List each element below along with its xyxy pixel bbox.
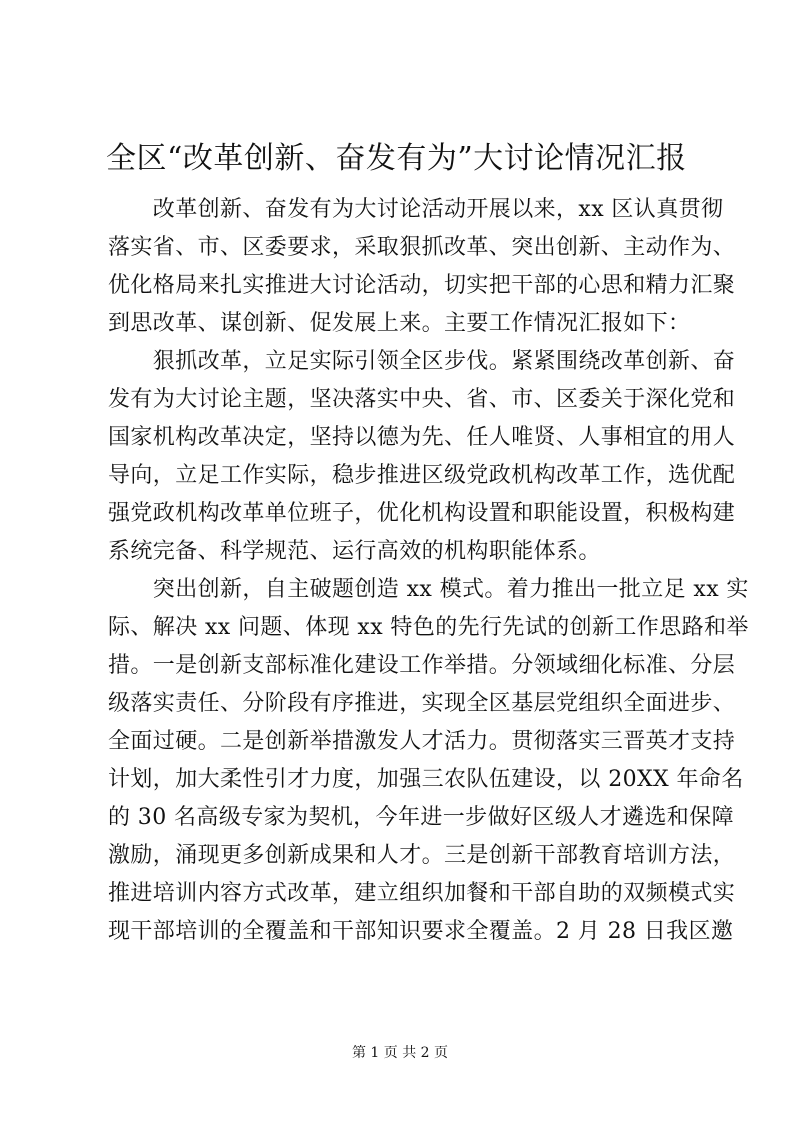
body-line: 推进培训内容方式改革，建立组织加餐和干部自助的双频模式实 xyxy=(108,881,736,906)
body-line: 计划，加大柔性引才力度，加强三农队伍建设，以 20XX 年命名 xyxy=(108,767,744,792)
body-line: 全面过硬。二是创新举措激发人才活力。贯彻落实三晋英才支持 xyxy=(108,729,736,754)
page-number-footer: 第 1 页 共 2 页 xyxy=(351,1045,449,1061)
body-line: 到思改革、谋创新、促发展上来。主要工作情况汇报如下： xyxy=(108,311,691,336)
body-line: 优化格局来扎实推进大讨论活动，切实把干部的心思和精力汇聚 xyxy=(108,273,736,298)
body-line: 级落实责任、分阶段有序推进，实现全区基层党组织全面进步、 xyxy=(108,691,736,716)
body-line: 激励，涌现更多创新成果和人才。三是创新干部教育培训方法， xyxy=(108,843,736,868)
body-line: 的 30 名高级专家为契机，今年进一步做好区级人才遴选和保障 xyxy=(108,805,734,830)
body-line: 国家机构改革决定，坚持以德为先、任人唯贤、人事相宜的用人 xyxy=(108,425,736,450)
body-line: 狠抓改革，立足实际引领全区步伐。紧紧围绕改革创新、奋 xyxy=(108,349,736,374)
document-title: 全区“改革创新、奋发有为”大讨论情况汇报 xyxy=(106,141,687,176)
body-line: 现干部培训的全覆盖和干部知识要求全覆盖。2 月 28 日我区邀 xyxy=(108,919,734,944)
body-line: 突出创新，自主破题创造 xx 模式。着力推出一批立足 xx 实 xyxy=(108,577,749,602)
body-line: 导向，立足工作实际，稳步推进区级党政机构改革工作，选优配 xyxy=(108,463,736,488)
body-line: 强党政机构改革单位班子，优化机构设置和职能设置，积极构建 xyxy=(108,501,736,526)
body-line: 措。一是创新支部标准化建设工作举措。分领域细化标准、分层 xyxy=(108,653,736,678)
body-line: 发有为大讨论主题，坚决落实中央、省、市、区委关于深化党和 xyxy=(108,387,736,412)
body-line: 际、解决 xx 问题、体现 xx 特色的先行先试的创新工作思路和举 xyxy=(108,615,749,640)
body-line: 改革创新、奋发有为大讨论活动开展以来，xx 区认真贯彻 xyxy=(108,197,724,222)
body-line: 系统完备、科学规范、运行高效的机构职能体系。 xyxy=(108,539,601,564)
body-line: 落实省、市、区委要求，采取狠抓改革、突出创新、主动作为、 xyxy=(108,235,736,260)
